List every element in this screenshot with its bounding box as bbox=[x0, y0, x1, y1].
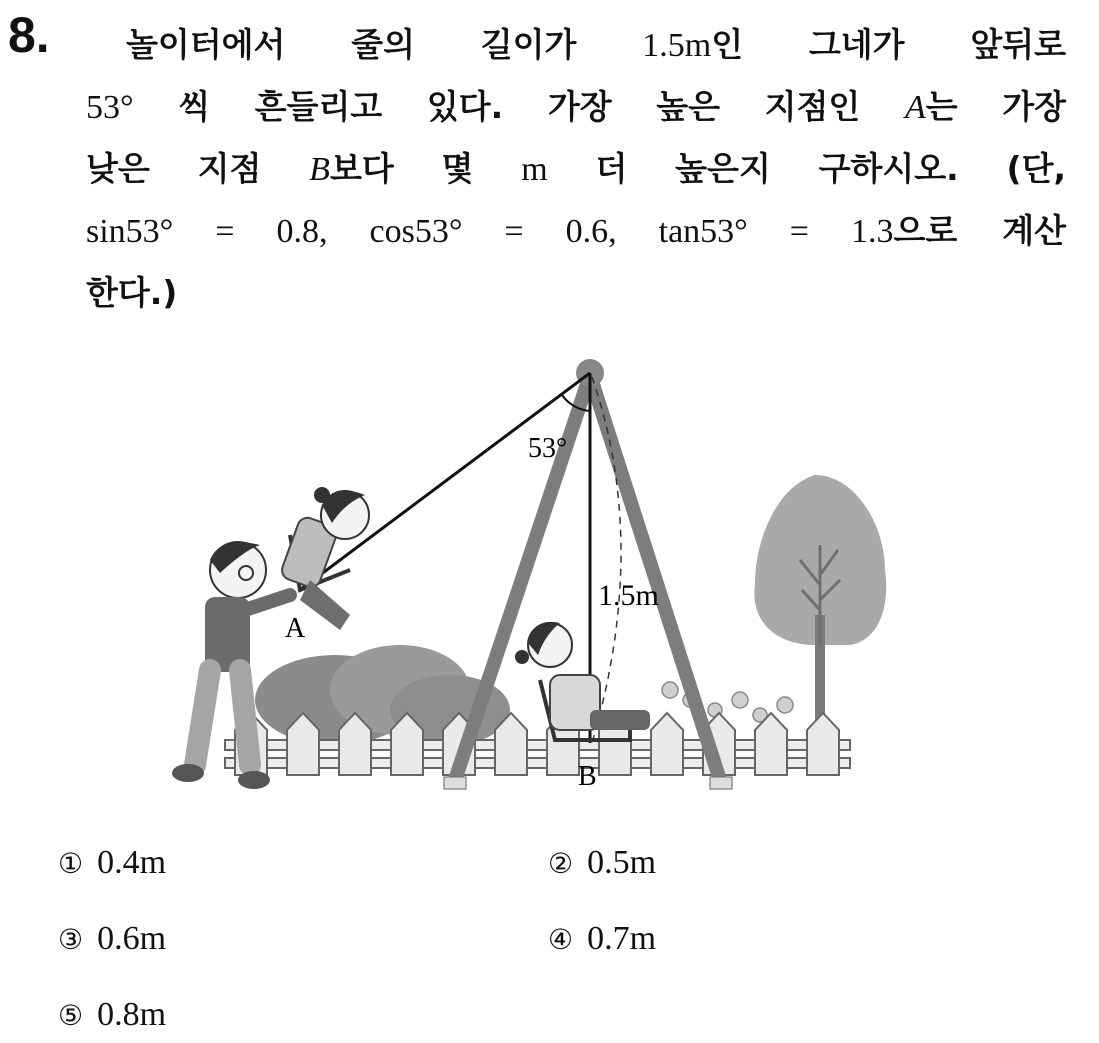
choice-5[interactable] bbox=[58, 998, 166, 1032]
stem-text-segment: 53° bbox=[86, 89, 134, 126]
stem-line-4 bbox=[86, 200, 1066, 262]
choice-value: 0.8m bbox=[97, 996, 167, 1033]
choice-4[interactable] bbox=[548, 922, 656, 956]
question-number: 8. bbox=[8, 7, 50, 63]
girl-at-a-illustration bbox=[279, 487, 369, 630]
stem-text-segment: 1.5m bbox=[642, 27, 712, 64]
choice-3[interactable] bbox=[58, 922, 166, 956]
choice-number: ③ bbox=[58, 923, 84, 956]
stem-line-5 bbox=[86, 262, 1066, 324]
stem-line-1 bbox=[86, 14, 1066, 76]
stem-line-2 bbox=[86, 76, 1066, 138]
choice-1[interactable] bbox=[58, 846, 166, 880]
choice-number: ④ bbox=[548, 923, 574, 956]
stem-text-segment: 는 가장 bbox=[925, 87, 1067, 126]
fence-picket bbox=[651, 713, 683, 775]
stem-text-segment: m bbox=[521, 151, 548, 188]
stem-text-segment: 으로 계산 bbox=[893, 211, 1066, 250]
stem-text-segment: 낮은 지점 bbox=[86, 149, 310, 188]
choice-number: ② bbox=[548, 847, 574, 880]
angle-label: 53° bbox=[528, 433, 568, 464]
stem-text-segment: 씩 흔들리고 있다. 가장 높은 지점인 bbox=[133, 87, 905, 126]
length-label: 1.5m bbox=[598, 579, 659, 612]
rope-swung bbox=[300, 373, 590, 590]
choice-value: 0.5m bbox=[587, 844, 657, 881]
choice-value: 0.4m bbox=[97, 844, 167, 881]
stem-text-segment: A bbox=[904, 89, 926, 126]
choice-value: 0.7m bbox=[587, 920, 657, 957]
choice-2[interactable] bbox=[548, 846, 656, 880]
point-a-label: A bbox=[285, 613, 306, 644]
girl-at-b-illustration bbox=[515, 622, 650, 740]
choice-value: 0.6m bbox=[97, 920, 167, 957]
man-illustration bbox=[172, 542, 290, 789]
fence-picket bbox=[807, 713, 839, 775]
question-stem bbox=[86, 14, 1066, 324]
stem-line-3 bbox=[86, 138, 1066, 200]
tree-illustration bbox=[754, 475, 886, 725]
point-b-label: B bbox=[578, 761, 597, 792]
stem-text-segment: B bbox=[309, 151, 330, 188]
choice-number: ① bbox=[58, 847, 84, 880]
stem-text-segment: 놀이터에서 줄의 길이가 bbox=[126, 25, 643, 64]
swing-figure bbox=[150, 345, 890, 805]
stem-text-segment: 더 높은지 구하시오. (단, bbox=[547, 149, 1066, 188]
stem-text-segment: 한다.) bbox=[86, 273, 178, 312]
stem-text-segment: 보다 몇 bbox=[329, 149, 522, 188]
choice-number: ⑤ bbox=[58, 999, 84, 1032]
stem-text-segment: sin53° = 0.8, cos53° = 0.6, tan53° = 1.3 bbox=[86, 213, 894, 250]
stem-text-segment: 인 그네가 앞뒤로 bbox=[711, 25, 1066, 64]
